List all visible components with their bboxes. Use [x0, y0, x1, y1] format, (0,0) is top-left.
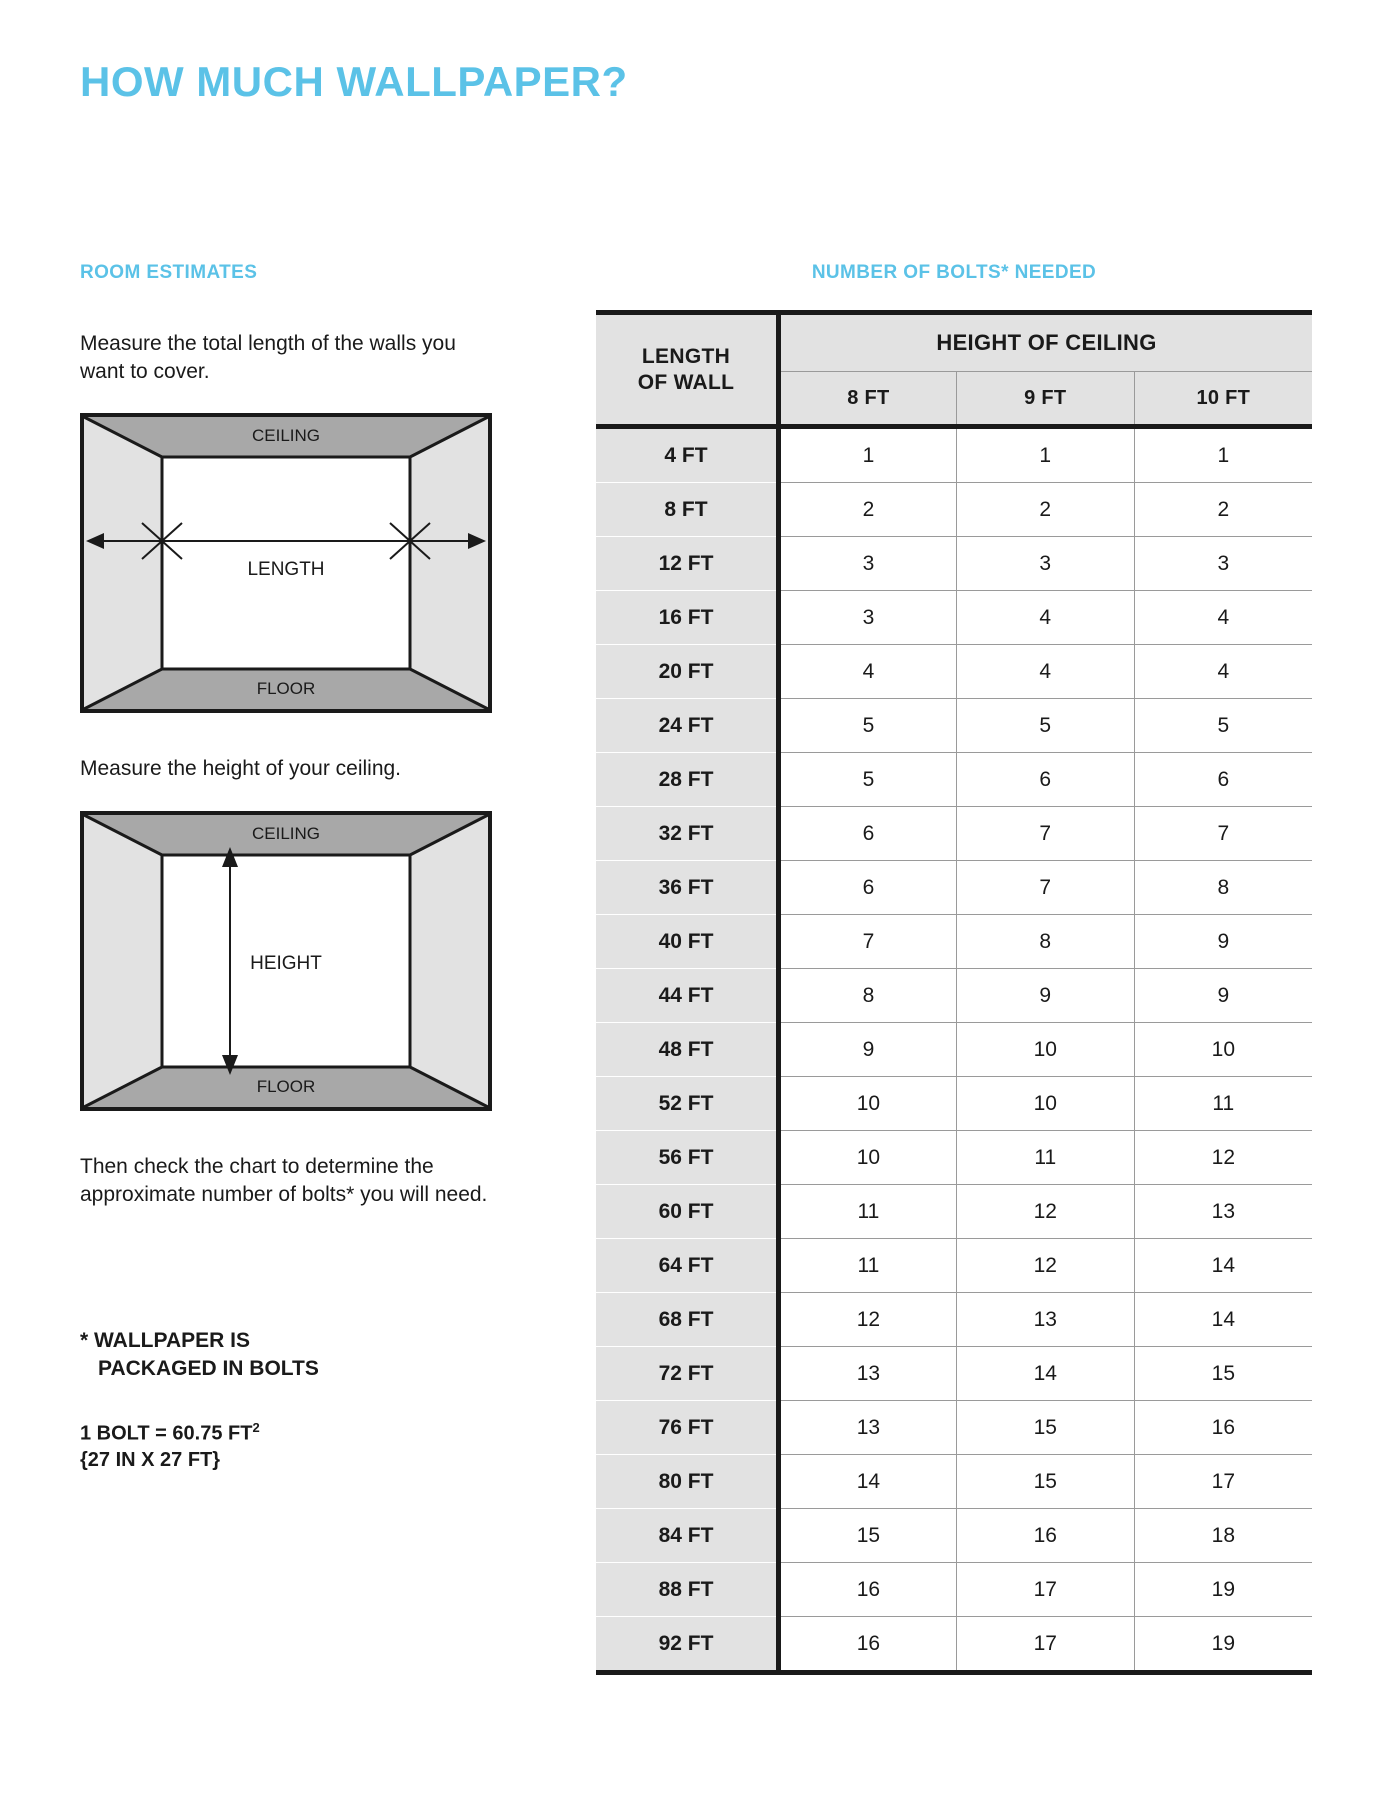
table-row	[596, 1131, 1312, 1185]
bolts-table-column	[596, 262, 1312, 1675]
bolt-count-cell: 14	[956, 1347, 1134, 1401]
row-label: 40 FT	[596, 915, 779, 969]
table-row	[596, 1455, 1312, 1509]
bolt-count-cell: 3	[1134, 537, 1312, 591]
page-title: HOW MUCH WALLPAPER?	[80, 58, 628, 105]
floor-label: FLOOR	[256, 679, 316, 699]
bolt-count-cell: 7	[779, 915, 957, 969]
ceiling-label: CEILING	[251, 824, 321, 844]
bolt-count-cell: 13	[956, 1293, 1134, 1347]
floor-label: FLOOR	[256, 1077, 316, 1097]
bolt-count-cell: 16	[779, 1617, 957, 1673]
length-of-wall-line1: LENGTH	[641, 344, 731, 368]
bolt-count-cell: 5	[779, 699, 957, 753]
measure-height-text: Measure the height of your ceiling.	[80, 757, 402, 781]
bolt-count-cell: 9	[956, 969, 1134, 1023]
column-header-8ft: 8 FT	[779, 372, 957, 427]
length-of-wall-line2: OF WALL	[637, 370, 735, 394]
height-of-ceiling-header: HEIGHT OF CEILING	[779, 313, 1313, 372]
bolt-count-cell: 5	[1134, 699, 1312, 753]
row-label: 36 FT	[596, 861, 779, 915]
bolts-table	[596, 310, 1312, 1675]
bolt-count-cell: 5	[956, 699, 1134, 753]
row-label: 72 FT	[596, 1347, 779, 1401]
row-label: 8 FT	[596, 483, 779, 537]
table-row	[596, 1617, 1312, 1673]
bolt-count-cell: 10	[779, 1077, 957, 1131]
row-label: 24 FT	[596, 699, 779, 753]
bolt-count-cell: 9	[1134, 969, 1312, 1023]
bolt-count-cell: 12	[956, 1185, 1134, 1239]
table-row	[596, 1563, 1312, 1617]
bolts-table-heading: NUMBER OF BOLTS* NEEDED	[811, 262, 1097, 283]
row-label: 80 FT	[596, 1455, 779, 1509]
bolt-count-cell: 9	[779, 1023, 957, 1077]
bolt-count-cell: 9	[1134, 915, 1312, 969]
row-label: 52 FT	[596, 1077, 779, 1131]
table-row	[596, 699, 1312, 753]
bolt-count-cell: 16	[956, 1509, 1134, 1563]
table-row	[596, 1077, 1312, 1131]
bolt-count-cell: 4	[1134, 591, 1312, 645]
bolt-count-cell: 3	[779, 537, 957, 591]
bolt-count-cell: 2	[956, 483, 1134, 537]
measure-length-text: Measure the total length of the walls you want to cover.	[80, 332, 456, 383]
row-label: 12 FT	[596, 537, 779, 591]
bolt-count-cell: 15	[956, 1455, 1134, 1509]
bolt-count-cell: 7	[956, 861, 1134, 915]
bolt-count-cell: 16	[779, 1563, 957, 1617]
bolt-count-cell: 6	[956, 753, 1134, 807]
bolt-count-cell: 11	[1134, 1077, 1312, 1131]
bolt-count-cell: 16	[1134, 1401, 1312, 1455]
row-label: 76 FT	[596, 1401, 779, 1455]
height-label: HEIGHT	[250, 953, 322, 975]
bolt-count-cell: 4	[779, 645, 957, 699]
row-label: 64 FT	[596, 1239, 779, 1293]
table-row	[596, 1023, 1312, 1077]
row-label: 60 FT	[596, 1185, 779, 1239]
row-label: 48 FT	[596, 1023, 779, 1077]
bolt-count-cell: 8	[779, 969, 957, 1023]
table-row	[596, 645, 1312, 699]
bolt-count-cell: 19	[1134, 1563, 1312, 1617]
bolt-count-cell: 10	[956, 1077, 1134, 1131]
bolt-count-cell: 3	[956, 537, 1134, 591]
bolt-count-cell: 10	[1134, 1023, 1312, 1077]
row-label: 20 FT	[596, 645, 779, 699]
row-label: 84 FT	[596, 1509, 779, 1563]
bolt-count-cell: 14	[779, 1455, 957, 1509]
length-of-wall-header	[596, 313, 779, 427]
room-estimates-heading: ROOM ESTIMATES	[80, 262, 258, 283]
bolt-count-cell: 13	[779, 1347, 957, 1401]
bolts-note-line1: * WALLPAPER IS	[80, 1328, 250, 1352]
table-row	[596, 1185, 1312, 1239]
table-row	[596, 969, 1312, 1023]
bolt-count-cell: 2	[1134, 483, 1312, 537]
bolt-count-cell: 4	[956, 591, 1134, 645]
bolt-dimensions-text: {27 IN X 27 FT}	[80, 1449, 221, 1472]
row-label: 92 FT	[596, 1617, 779, 1673]
bolt-count-cell: 19	[1134, 1617, 1312, 1673]
table-row	[596, 591, 1312, 645]
bolt-count-cell: 15	[1134, 1347, 1312, 1401]
bolt-count-cell: 6	[779, 861, 957, 915]
row-label: 44 FT	[596, 969, 779, 1023]
bolt-count-cell: 5	[779, 753, 957, 807]
bolt-count-cell: 13	[779, 1401, 957, 1455]
bolt-count-cell: 15	[956, 1401, 1134, 1455]
table-row	[596, 1347, 1312, 1401]
bolt-count-cell: 8	[956, 915, 1134, 969]
table-row	[596, 1293, 1312, 1347]
bolt-count-cell: 11	[779, 1185, 957, 1239]
table-row	[596, 1509, 1312, 1563]
bolt-count-cell: 3	[779, 591, 957, 645]
ceiling-label: CEILING	[251, 426, 321, 446]
column-header-10ft: 10 FT	[1134, 372, 1312, 427]
bolt-count-cell: 10	[956, 1023, 1134, 1077]
table-row	[596, 807, 1312, 861]
bolt-count-cell: 4	[956, 645, 1134, 699]
check-chart-text: Then check the chart to determine the approximate number of bolts* you will need.	[80, 1155, 488, 1206]
bolt-count-cell: 4	[1134, 645, 1312, 699]
bolts-note	[80, 1327, 500, 1383]
row-label: 28 FT	[596, 753, 779, 807]
bolt-count-cell: 1	[956, 427, 1134, 483]
row-label: 56 FT	[596, 1131, 779, 1185]
bolt-count-cell: 12	[956, 1239, 1134, 1293]
bolt-count-cell: 1	[1134, 427, 1312, 483]
bolt-count-cell: 14	[1134, 1239, 1312, 1293]
table-row	[596, 753, 1312, 807]
bolt-area-exponent: 2	[252, 1419, 260, 1435]
row-label: 88 FT	[596, 1563, 779, 1617]
table-head	[596, 313, 1312, 427]
bolt-count-cell: 14	[1134, 1293, 1312, 1347]
bolt-count-cell: 2	[779, 483, 957, 537]
bolt-count-cell: 17	[956, 1563, 1134, 1617]
bolt-count-cell: 10	[779, 1131, 957, 1185]
bolt-count-cell: 1	[779, 427, 957, 483]
table-row	[596, 537, 1312, 591]
bolt-count-cell: 15	[779, 1509, 957, 1563]
table-row	[596, 1239, 1312, 1293]
bolt-count-cell: 17	[1134, 1455, 1312, 1509]
table-row	[596, 1401, 1312, 1455]
bolt-count-cell: 12	[1134, 1131, 1312, 1185]
row-label: 68 FT	[596, 1293, 779, 1347]
table-row	[596, 483, 1312, 537]
table-row	[596, 915, 1312, 969]
column-header-9ft: 9 FT	[956, 372, 1134, 427]
table-body	[596, 427, 1312, 1673]
row-label: 4 FT	[596, 427, 779, 483]
bolt-count-cell: 7	[956, 807, 1134, 861]
bolt-count-cell: 11	[956, 1131, 1134, 1185]
room-height-diagram	[80, 811, 492, 1111]
bolt-count-cell: 18	[1134, 1509, 1312, 1563]
bolt-size-note	[80, 1419, 500, 1474]
bolt-count-cell: 11	[779, 1239, 957, 1293]
bolt-area-text: 1 BOLT = 60.75 FT	[80, 1422, 253, 1445]
table-row	[596, 861, 1312, 915]
table-row	[596, 427, 1312, 483]
bolt-count-cell: 8	[1134, 861, 1312, 915]
row-label: 32 FT	[596, 807, 779, 861]
bolt-count-cell: 6	[1134, 753, 1312, 807]
bolt-count-cell: 13	[1134, 1185, 1312, 1239]
row-label: 16 FT	[596, 591, 779, 645]
room-length-diagram	[80, 413, 492, 713]
bolts-note-line2: PACKAGED IN BOLTS	[98, 1356, 319, 1380]
room-estimates-column	[80, 262, 500, 1474]
bolt-count-cell: 7	[1134, 807, 1312, 861]
bolt-count-cell: 12	[779, 1293, 957, 1347]
bolt-count-cell: 17	[956, 1617, 1134, 1673]
bolt-count-cell: 6	[779, 807, 957, 861]
length-label: LENGTH	[247, 559, 325, 581]
